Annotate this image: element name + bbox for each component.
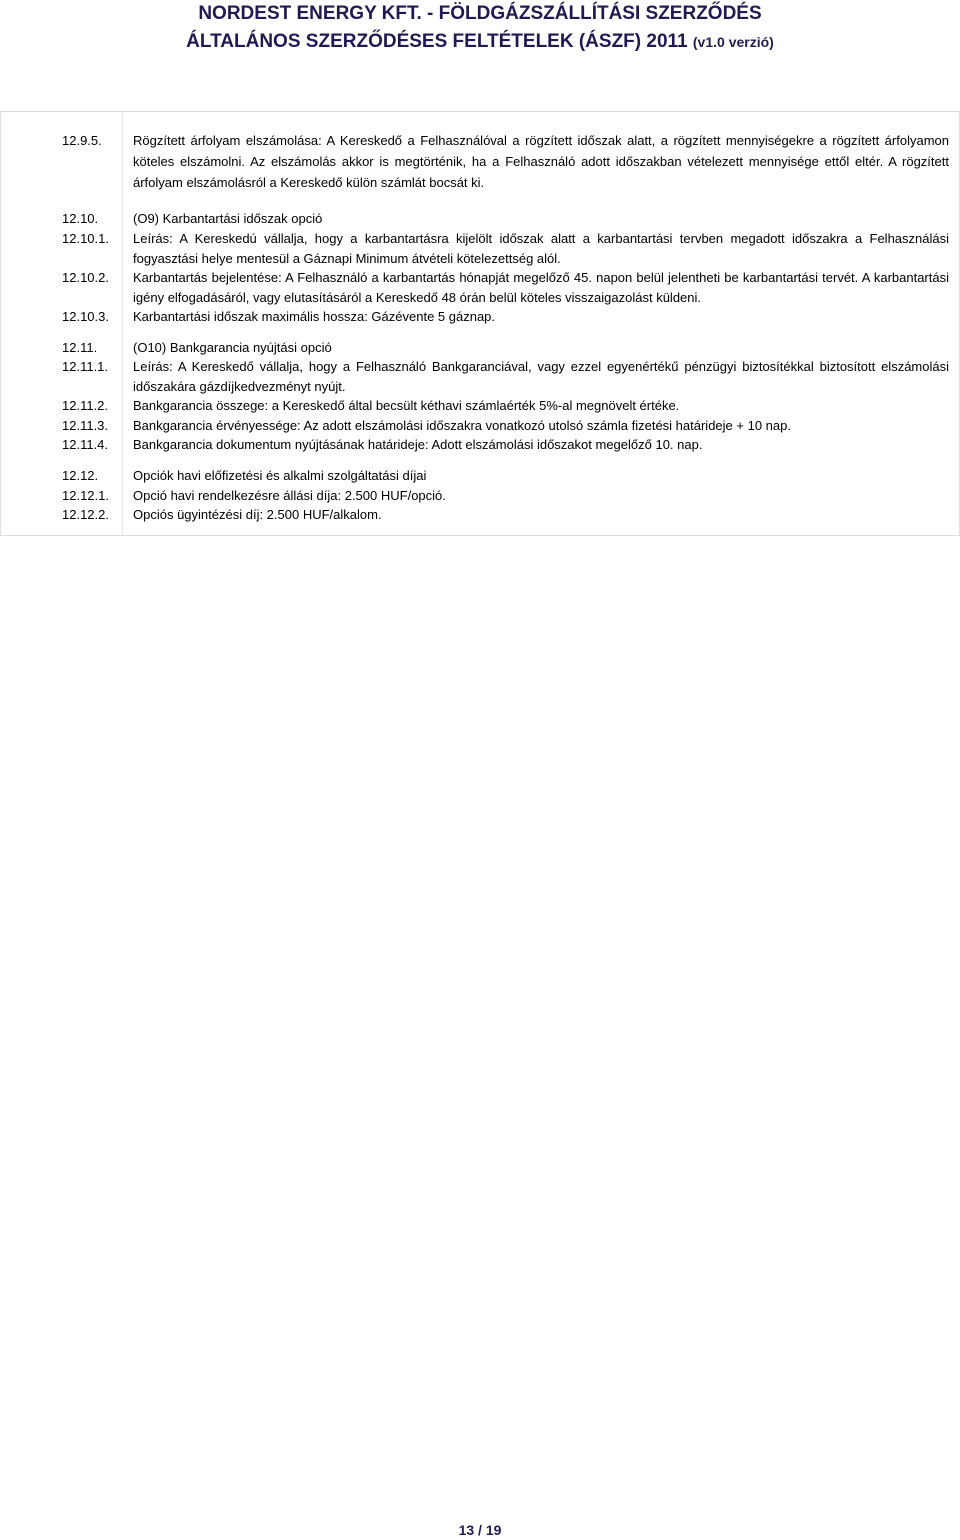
section-text: Bankgarancia dokumentum nyújtásának határideje: Adott elszámolási időszakot megelőző 10. nap. xyxy=(133,437,703,452)
section-number: 12.10.3. xyxy=(62,309,109,324)
section-text: Leírás: A Kereskedú vállalja, hogy a karbantartásra kijelölt időszak alatt a karbantartási tervben megadott időszakra a Felhasználási fogyasztási helye mentesül a Gáznapi Minimum átvételi kötelezettség alól. xyxy=(133,231,949,266)
section-heading: Opciók havi előfizetési és alkalmi szolgáltatási díjai xyxy=(133,468,427,483)
section-text: Leírás: A Kereskedő vállalja, hogy a Felhasználó Bankgaranciával, vagy ezzel egyenértékű pénzügyi biztosítékkal biztosított elszámolási időszakára gázdíjkedvezményt nyújt. xyxy=(133,359,949,394)
section-text: Bankgarancia összege: a Kereskedő által becsült kéthavi számlaérték 5%-al megnövelt értéke. xyxy=(133,398,680,413)
section-text: Opció havi rendelkezésre állási díja: 2.500 HUF/opció. xyxy=(133,488,446,503)
section-number: 12.11.2. xyxy=(62,398,109,413)
section-number: 12.12. xyxy=(62,468,99,483)
header-subtitle xyxy=(0,31,960,53)
section-number: 12.11.3. xyxy=(62,418,109,433)
section-heading: (O10) Bankgarancia nyújtási opció xyxy=(133,340,332,355)
page-number: 13 / 19 xyxy=(458,1522,502,1538)
section-number: 12.12.1. xyxy=(62,488,109,503)
section-number: 12.12.2. xyxy=(62,507,109,522)
header-title: NORDEST ENERGY KFT. - FÖLDGÁZSZÁLLÍTÁSI SZERZŐDÉS xyxy=(198,3,762,24)
section-text: Rögzített árfolyam elszámolása: A Kereskedő a Felhasználóval a rögzített időszak alatt, a rögzített mennyiségekre a rögzített árfolyamon köteles elszámolni. Az elszámolás akkor is megtörténik, ha a Felhasználó adott időszakban vételezett mennyisége ettől eltér. A rögzített árfolyam elszámolásról a Kereskedő külön számlát bocsát ki. xyxy=(133,133,949,190)
section-number: 12.11.4. xyxy=(62,437,109,452)
section-heading: (O9) Karbantartási időszak opció xyxy=(133,211,323,226)
section-text: Opciós ügyintézési díj: 2.500 HUF/alkalom. xyxy=(133,507,382,522)
section-text: Karbantartás bejelentése: A Felhasználó a karbantartás hónapját megelőző 45. napon belül jelentheti be karbantartási tervét. A karbantartási igény elfogadásáról, vagy elutasításáról a Kereskedő 48 órán belül köteles visszaigazolást küldeni. xyxy=(133,270,949,305)
header-version: (v1.0 verzió) xyxy=(692,34,774,50)
section-text: Bankgarancia érvényessége: Az adott elszámolási időszakra vonatkozó utolsó számla fizetési határideje + 10 nap. xyxy=(133,418,791,433)
header-subtitle-main: ÁLTALÁNOS SZERZŐDÉSES FELTÉTELEK (ÁSZF) 2011 xyxy=(186,31,688,52)
section-text: Karbantartási időszak maximális hossza: Gázévente 5 gáznap. xyxy=(133,309,496,324)
section-number: 12.10. xyxy=(62,211,99,226)
section-number: 12.11. xyxy=(62,340,98,355)
section-number: 12.10.1. xyxy=(62,231,109,246)
section-number: 12.9.5. xyxy=(62,133,102,148)
section-number: 12.11.1. xyxy=(62,359,109,374)
column-divider xyxy=(122,111,123,535)
section-number: 12.10.2. xyxy=(62,270,109,285)
